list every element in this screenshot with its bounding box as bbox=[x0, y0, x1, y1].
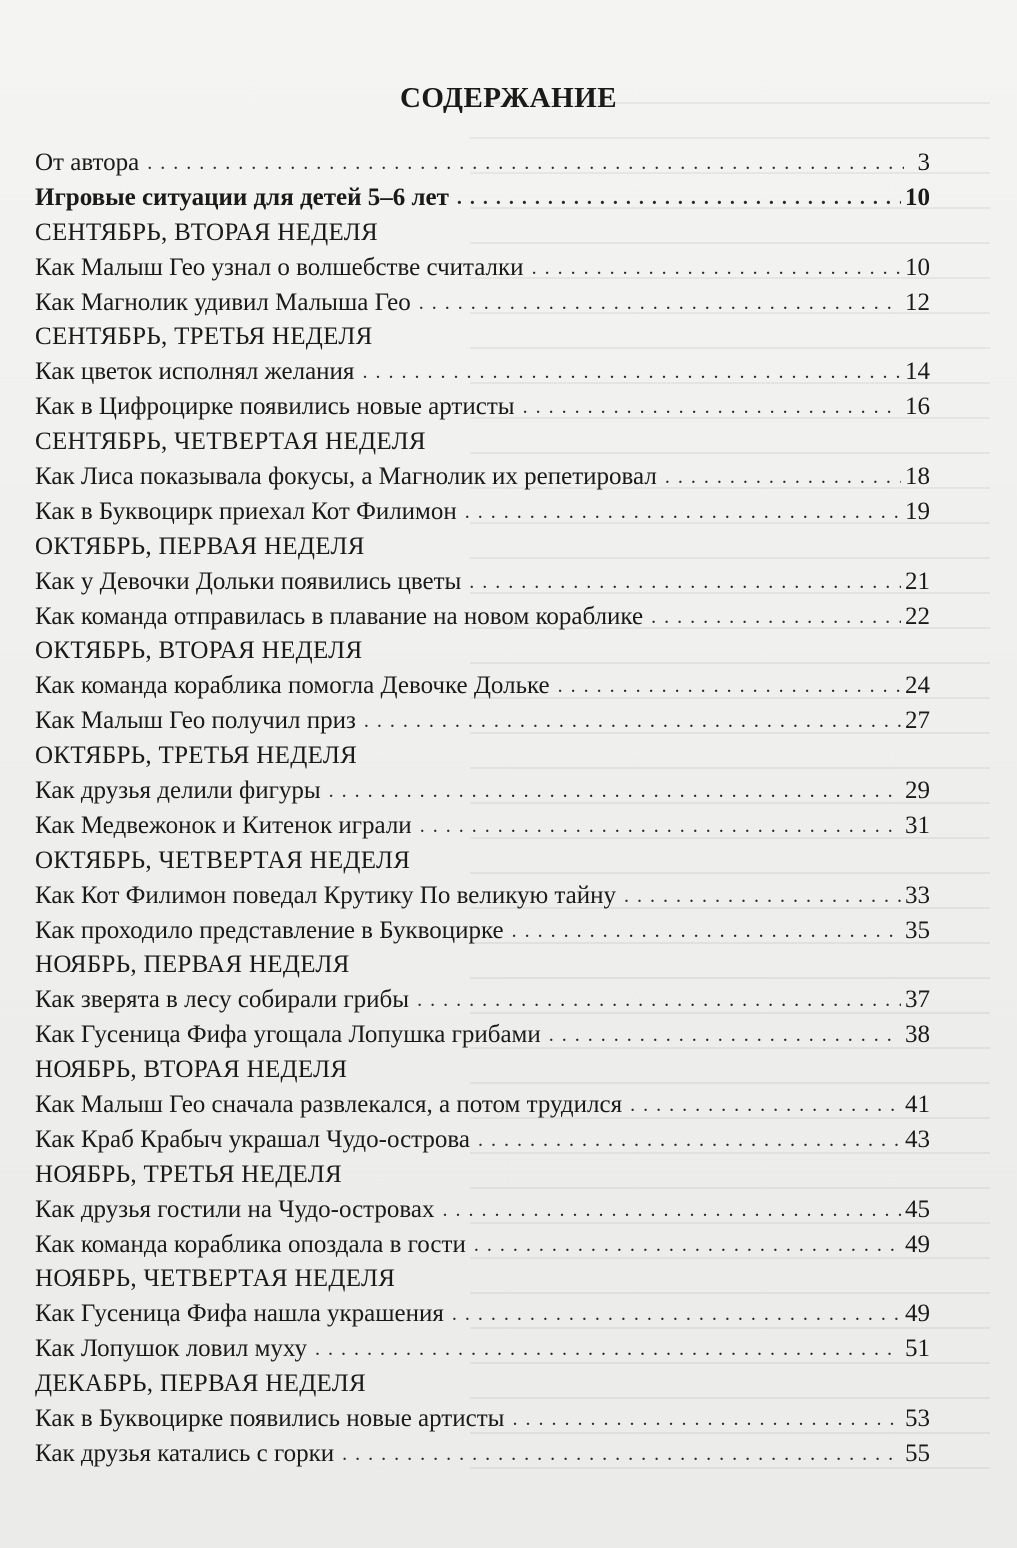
entry-title: Как в Буквоцирк приехал Кот Филимон bbox=[35, 497, 457, 525]
section-title: СЕНТЯБРЬ, ВТОРАЯ НЕДЕЛЯ bbox=[35, 218, 378, 246]
toc-entry[interactable] bbox=[35, 1228, 930, 1263]
page-number: 24 bbox=[905, 672, 930, 700]
dot-leader bbox=[508, 1402, 901, 1437]
page-number: 35 bbox=[905, 916, 930, 944]
page-number: 38 bbox=[905, 1021, 930, 1049]
toc-entry[interactable] bbox=[35, 1123, 930, 1158]
dot-leader bbox=[647, 600, 901, 635]
entry-title: Как Лопушок ловил муху bbox=[35, 1335, 307, 1363]
section-title: НОЯБРЬ, ВТОРАЯ НЕДЕЛЯ bbox=[35, 1056, 348, 1084]
entry-title: Игровые ситуации для детей 5–6 лет bbox=[35, 183, 449, 211]
entry-title: Как Краб Крабыч украшал Чудо-острова bbox=[35, 1125, 470, 1153]
dot-leader bbox=[438, 1193, 901, 1228]
page-number: 29 bbox=[905, 777, 930, 805]
entry-title: Как друзья делили фигуры bbox=[35, 777, 321, 805]
toc-section-heading bbox=[35, 1053, 930, 1088]
page-number: 18 bbox=[905, 463, 930, 490]
dot-leader bbox=[415, 286, 901, 321]
section-title: ОКТЯБРЬ, ВТОРАЯ НЕДЕЛЯ bbox=[35, 637, 363, 665]
entry-title: Как Малыш Гео получил приз bbox=[35, 707, 356, 735]
toc-entry[interactable] bbox=[35, 495, 930, 530]
toc-entry[interactable] bbox=[35, 181, 930, 216]
toc-entry[interactable] bbox=[35, 704, 930, 739]
entry-title: От автора bbox=[35, 148, 140, 176]
toc-section-heading bbox=[35, 425, 930, 460]
toc-section-heading bbox=[35, 1263, 930, 1298]
dot-leader bbox=[465, 565, 901, 600]
toc-entry[interactable] bbox=[35, 1402, 930, 1437]
toc-entry[interactable] bbox=[35, 879, 930, 914]
dot-leader bbox=[554, 669, 901, 704]
toc-entry[interactable] bbox=[35, 1437, 930, 1472]
entry-title: Как у Девочки Дольки появились цветы bbox=[35, 567, 462, 595]
toc-section-heading bbox=[35, 844, 930, 879]
page-number: 45 bbox=[905, 1195, 930, 1223]
table-of-contents bbox=[35, 146, 930, 1472]
toc-entry[interactable] bbox=[35, 1193, 930, 1228]
page-number: 27 bbox=[905, 707, 930, 735]
page-number: 55 bbox=[905, 1439, 930, 1467]
entry-title: Как команда кораблика опоздала в гости bbox=[35, 1230, 466, 1258]
toc-entry[interactable] bbox=[35, 355, 930, 390]
toc-entry[interactable] bbox=[35, 286, 930, 321]
toc-entry[interactable] bbox=[35, 669, 930, 704]
toc-section-heading bbox=[35, 216, 930, 251]
entry-title: Как Гусеница Фифа нашла украшения bbox=[35, 1300, 444, 1328]
toc-entry[interactable] bbox=[35, 460, 930, 495]
toc-section-heading bbox=[35, 1158, 930, 1193]
entry-title: Как Малыш Гео сначала развлекался, а потом трудился bbox=[35, 1091, 623, 1119]
dot-leader bbox=[416, 809, 901, 844]
page-number: 10 bbox=[905, 253, 930, 281]
entry-title: Как Медвежонок и Китенок играли bbox=[35, 811, 412, 839]
toc-entry[interactable] bbox=[35, 1088, 930, 1123]
dot-leader bbox=[519, 390, 901, 425]
dot-leader bbox=[325, 774, 901, 809]
dot-leader bbox=[528, 251, 901, 286]
entry-title: Как Магнолик удивил Малыша Гео bbox=[35, 288, 411, 316]
entry-title: Как Лиса показывала фокусы, а Магнолик их репетировал bbox=[35, 463, 657, 490]
page-number: 12 bbox=[905, 288, 930, 316]
entry-title: Как проходило представление в Буквоцирке bbox=[35, 916, 504, 944]
page-number: 49 bbox=[905, 1300, 930, 1328]
entry-title: Как в Буквоцирке появились новые артисты bbox=[35, 1405, 505, 1433]
section-title: ОКТЯБРЬ, ТРЕТЬЯ НЕДЕЛЯ bbox=[35, 742, 358, 770]
section-title: НОЯБРЬ, ЧЕТВЕРТАЯ НЕДЕЛЯ bbox=[35, 1265, 396, 1293]
dot-leader bbox=[143, 146, 904, 181]
dot-leader bbox=[453, 181, 901, 216]
page-number: 41 bbox=[905, 1091, 930, 1119]
toc-section-heading bbox=[35, 739, 930, 774]
page-number: 21 bbox=[905, 567, 930, 595]
entry-title: Как Гусеница Фифа угощала Лопушка грибами bbox=[35, 1021, 541, 1049]
dot-leader bbox=[620, 879, 901, 914]
dot-leader bbox=[461, 495, 901, 530]
dot-leader bbox=[470, 1228, 901, 1263]
toc-entry[interactable] bbox=[35, 390, 930, 425]
section-title: НОЯБРЬ, ТРЕТЬЯ НЕДЕЛЯ bbox=[35, 1160, 343, 1188]
page-number: 19 bbox=[905, 497, 930, 525]
toc-entry[interactable] bbox=[35, 914, 930, 949]
toc-section-heading bbox=[35, 530, 930, 565]
page-number: 31 bbox=[905, 811, 930, 839]
toc-section-heading bbox=[35, 1367, 930, 1402]
toc-entry[interactable] bbox=[35, 1018, 930, 1053]
dot-leader bbox=[508, 914, 901, 949]
dot-leader bbox=[474, 1123, 901, 1158]
dot-leader bbox=[358, 355, 901, 390]
page-number: 10 bbox=[905, 183, 930, 211]
dot-leader bbox=[545, 1018, 901, 1053]
page-title: СОДЕРЖАНИЕ bbox=[399, 82, 618, 114]
toc-entry[interactable] bbox=[35, 565, 930, 600]
dot-leader bbox=[413, 983, 901, 1018]
entry-title: Как друзья катались с горки bbox=[35, 1439, 335, 1467]
dot-leader bbox=[360, 704, 901, 739]
entry-title: Как друзья гостили на Чудо-островах bbox=[35, 1195, 435, 1223]
section-title: ОКТЯБРЬ, ЧЕТВЕРТАЯ НЕДЕЛЯ bbox=[35, 846, 411, 874]
dot-leader bbox=[661, 460, 901, 495]
entry-title: Как зверята в лесу собирали грибы bbox=[35, 986, 410, 1014]
page-number: 16 bbox=[905, 393, 930, 421]
dot-leader bbox=[338, 1437, 901, 1472]
page-number: 49 bbox=[905, 1230, 930, 1258]
toc-entry[interactable] bbox=[35, 600, 930, 635]
page-number: 43 bbox=[905, 1125, 930, 1153]
section-title: ОКТЯБРЬ, ПЕРВАЯ НЕДЕЛЯ bbox=[35, 532, 365, 560]
entry-title: Как в Цифроцирке появились новые артисты bbox=[35, 393, 515, 421]
entry-title: Как цветок исполнял желания bbox=[35, 358, 355, 386]
page-number: 37 bbox=[905, 986, 930, 1014]
toc-section-heading bbox=[35, 634, 930, 669]
dot-leader bbox=[311, 1332, 901, 1367]
toc-section-heading bbox=[35, 320, 930, 355]
page-number: 51 bbox=[905, 1335, 930, 1363]
entry-title: Как Малыш Гео узнал о волшебстве считалки bbox=[35, 253, 524, 281]
toc-entry[interactable] bbox=[35, 983, 930, 1018]
entry-title: Как команда отправилась в плавание на новом кораблике bbox=[35, 602, 644, 630]
toc-section-heading bbox=[35, 948, 930, 983]
toc-entry[interactable] bbox=[35, 774, 930, 809]
section-title: НОЯБРЬ, ПЕРВАЯ НЕДЕЛЯ bbox=[35, 951, 350, 979]
page-number: 22 bbox=[905, 602, 930, 630]
section-title: СЕНТЯБРЬ, ЧЕТВЕРТАЯ НЕДЕЛЯ bbox=[35, 428, 426, 456]
toc-entry[interactable] bbox=[35, 1332, 930, 1367]
toc-entry[interactable] bbox=[35, 146, 930, 181]
section-title: СЕНТЯБРЬ, ТРЕТЬЯ НЕДЕЛЯ bbox=[35, 323, 373, 351]
dot-leader bbox=[448, 1297, 901, 1332]
toc-entry[interactable] bbox=[35, 1297, 930, 1332]
toc-entry[interactable] bbox=[35, 809, 930, 844]
section-title: ДЕКАБРЬ, ПЕРВАЯ НЕДЕЛЯ bbox=[35, 1370, 367, 1398]
toc-entry[interactable] bbox=[35, 251, 930, 286]
entry-title: Как Кот Филимон поведал Крутику По великую тайну bbox=[35, 881, 617, 909]
entry-title: Как команда кораблика помогла Девочке Дольке bbox=[35, 672, 550, 700]
page-number: 3 bbox=[917, 148, 930, 176]
page-number: 14 bbox=[905, 358, 930, 386]
page-number: 53 bbox=[905, 1405, 930, 1433]
page-number: 33 bbox=[905, 881, 930, 909]
dot-leader bbox=[626, 1088, 901, 1123]
